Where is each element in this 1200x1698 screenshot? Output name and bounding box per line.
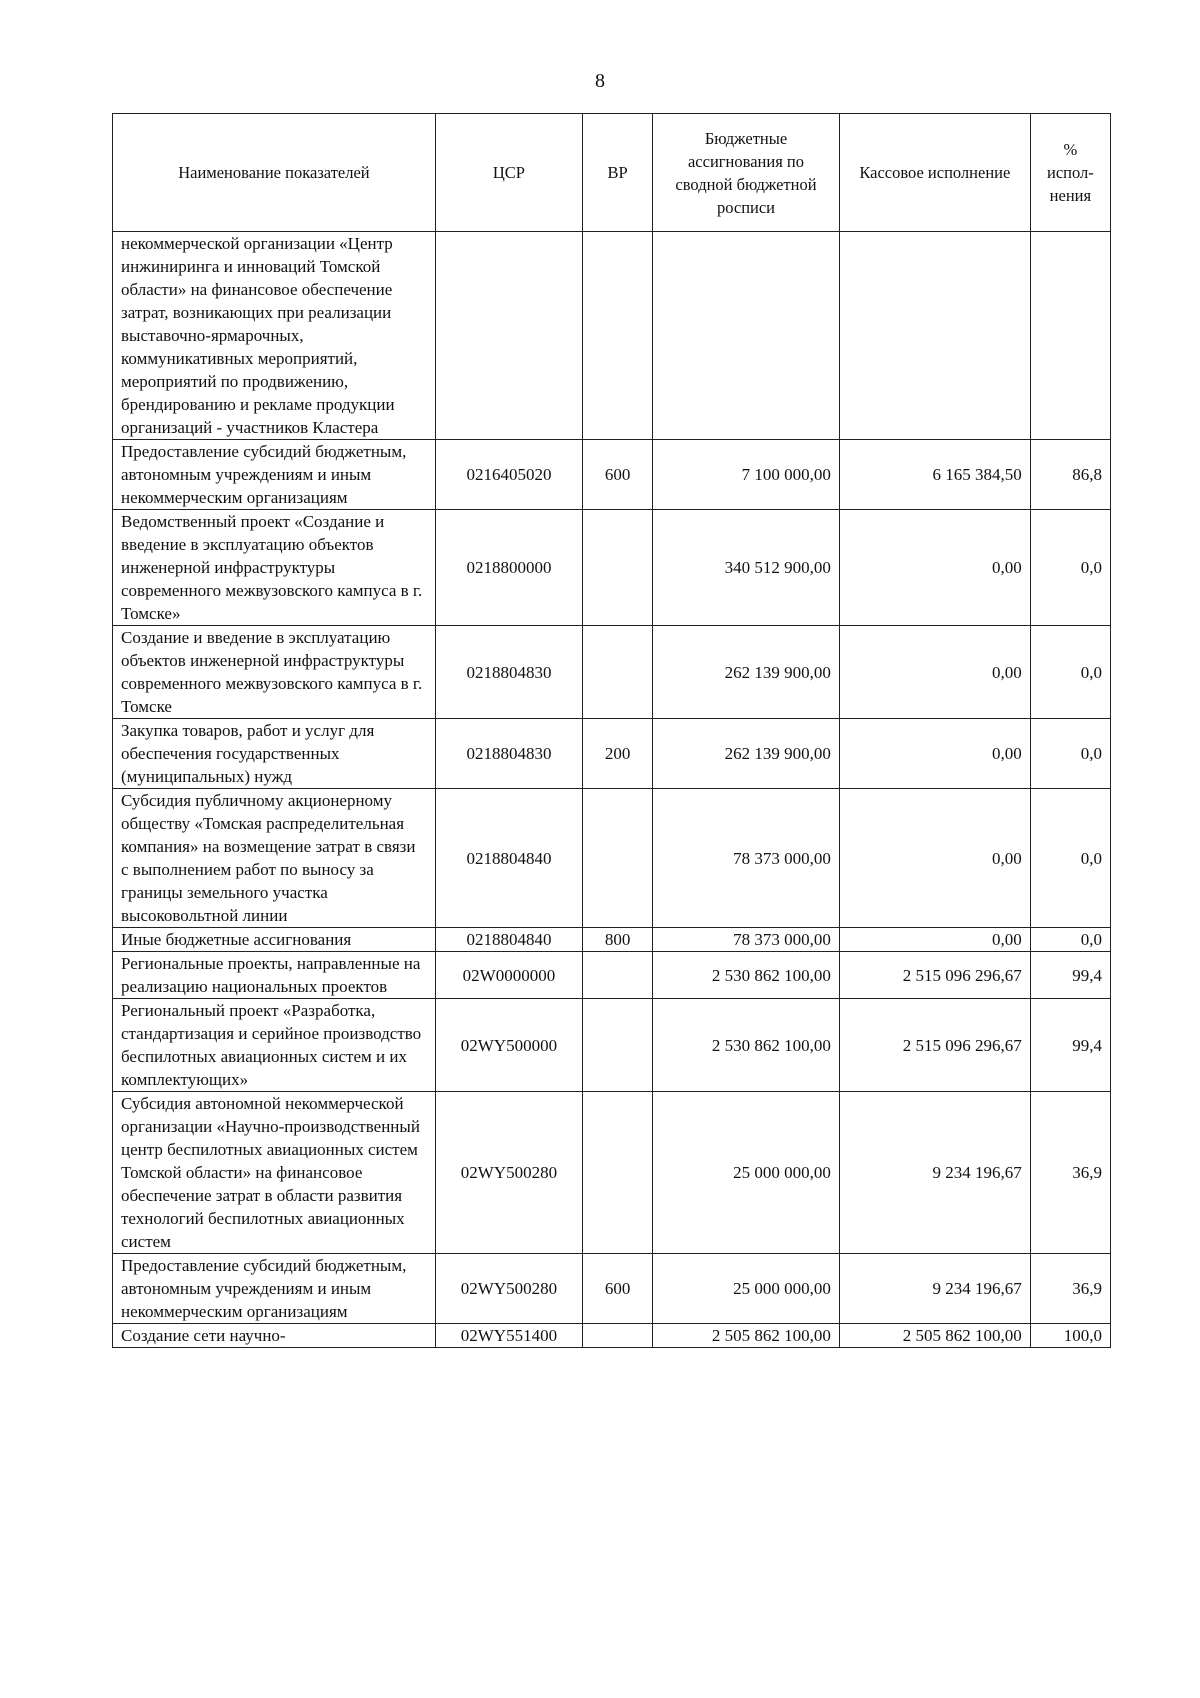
table-row xyxy=(113,1092,1111,1254)
row-vr xyxy=(583,999,653,1092)
row-vr: 600 xyxy=(583,440,653,510)
row-vr: 600 xyxy=(583,1254,653,1324)
row-name: Предоставление субсидий бюджетным, автономным учреждениям и иным некоммерческим организациям xyxy=(113,1254,436,1324)
row-vr xyxy=(583,789,653,928)
header-cash-execution: Кассовое исполнение xyxy=(839,114,1030,232)
row-name: Субсидия автономной некоммерческой организации «Научно-производственный центр беспилотных авиационных систем Томской области» на финансовое обеспечение затрат в области развития технологий беспилотных авиационных систем xyxy=(113,1092,436,1254)
row-percent xyxy=(1030,232,1110,440)
table-row xyxy=(113,1324,1111,1348)
page-number: 8 xyxy=(595,70,605,92)
table-row xyxy=(113,928,1111,952)
table-row xyxy=(113,952,1111,999)
row-csr: 02WY500280 xyxy=(435,1254,582,1324)
table-row xyxy=(113,626,1111,719)
row-cash-execution: 2 515 096 296,67 xyxy=(839,952,1030,999)
table-row xyxy=(113,789,1111,928)
row-name: Субсидия публичному акционерному обществу «Томская распределительная компания» на возмещение затрат в связи с выполнением работ по выносу за границы земельного участка высоковольтной линии xyxy=(113,789,436,928)
row-vr xyxy=(583,232,653,440)
row-percent: 0,0 xyxy=(1030,719,1110,789)
row-name: Создание и введение в эксплуатацию объектов инженерной инфраструктуры современного межвузовского кампуса в г. Томске xyxy=(113,626,436,719)
row-percent: 99,4 xyxy=(1030,999,1110,1092)
row-cash-execution: 0,00 xyxy=(839,626,1030,719)
row-cash-execution: 2 505 862 100,00 xyxy=(839,1324,1030,1348)
header-csr: ЦСР xyxy=(435,114,582,232)
row-assignments xyxy=(653,232,840,440)
row-csr xyxy=(435,232,582,440)
row-csr: 0216405020 xyxy=(435,440,582,510)
table-row xyxy=(113,510,1111,626)
row-assignments: 2 505 862 100,00 xyxy=(653,1324,840,1348)
row-vr xyxy=(583,952,653,999)
row-cash-execution: 2 515 096 296,67 xyxy=(839,999,1030,1092)
row-assignments: 7 100 000,00 xyxy=(653,440,840,510)
row-assignments: 2 530 862 100,00 xyxy=(653,999,840,1092)
header-assignments: Бюджетные ассигнования по сводной бюджетной росписи xyxy=(653,114,840,232)
table-row xyxy=(113,232,1111,440)
table-row xyxy=(113,1254,1111,1324)
row-assignments: 2 530 862 100,00 xyxy=(653,952,840,999)
row-assignments: 262 139 900,00 xyxy=(653,719,840,789)
row-name: Иные бюджетные ассигнования xyxy=(113,928,436,952)
row-vr: 800 xyxy=(583,928,653,952)
row-cash-execution xyxy=(839,232,1030,440)
row-percent: 0,0 xyxy=(1030,789,1110,928)
row-csr: 0218804830 xyxy=(435,626,582,719)
row-csr: 0218804840 xyxy=(435,928,582,952)
row-cash-execution: 0,00 xyxy=(839,510,1030,626)
table-row xyxy=(113,999,1111,1092)
table-row xyxy=(113,719,1111,789)
row-assignments: 78 373 000,00 xyxy=(653,928,840,952)
row-csr: 02W0000000 xyxy=(435,952,582,999)
row-vr xyxy=(583,1092,653,1254)
row-percent: 0,0 xyxy=(1030,928,1110,952)
row-assignments: 262 139 900,00 xyxy=(653,626,840,719)
row-name: Закупка товаров, работ и услуг для обеспечения государственных (муниципальных) нужд xyxy=(113,719,436,789)
row-percent: 100,0 xyxy=(1030,1324,1110,1348)
row-csr: 0218804840 xyxy=(435,789,582,928)
row-assignments: 78 373 000,00 xyxy=(653,789,840,928)
row-percent: 86,8 xyxy=(1030,440,1110,510)
row-csr: 0218800000 xyxy=(435,510,582,626)
header-percent: % испол-нения xyxy=(1030,114,1110,232)
row-name: Региональные проекты, направленные на реализацию национальных проектов xyxy=(113,952,436,999)
row-csr: 02WY551400 xyxy=(435,1324,582,1348)
row-vr xyxy=(583,626,653,719)
table-row xyxy=(113,440,1111,510)
header-name: Наименование показателей xyxy=(113,114,436,232)
row-csr: 0218804830 xyxy=(435,719,582,789)
row-csr: 02WY500280 xyxy=(435,1092,582,1254)
row-name: Создание сети научно- xyxy=(113,1324,436,1348)
row-csr: 02WY500000 xyxy=(435,999,582,1092)
row-percent: 36,9 xyxy=(1030,1254,1110,1324)
row-cash-execution: 9 234 196,67 xyxy=(839,1092,1030,1254)
row-percent: 99,4 xyxy=(1030,952,1110,999)
header-vr: ВР xyxy=(583,114,653,232)
row-name: Ведомственный проект «Создание и введение в эксплуатацию объектов инженерной инфраструктуры современного межвузовского кампуса в г. Томске» xyxy=(113,510,436,626)
row-name: Региональный проект «Разработка, стандартизация и серийное производство беспилотных авиационных систем и их комплектующих» xyxy=(113,999,436,1092)
row-percent: 36,9 xyxy=(1030,1092,1110,1254)
row-percent: 0,0 xyxy=(1030,626,1110,719)
row-assignments: 25 000 000,00 xyxy=(653,1092,840,1254)
row-assignments: 340 512 900,00 xyxy=(653,510,840,626)
row-cash-execution: 6 165 384,50 xyxy=(839,440,1030,510)
row-cash-execution: 0,00 xyxy=(839,789,1030,928)
row-assignments: 25 000 000,00 xyxy=(653,1254,840,1324)
row-vr xyxy=(583,510,653,626)
budget-table xyxy=(112,113,1111,1348)
row-vr xyxy=(583,1324,653,1348)
row-cash-execution: 0,00 xyxy=(839,928,1030,952)
row-name: Предоставление субсидий бюджетным, автономным учреждениям и иным некоммерческим организациям xyxy=(113,440,436,510)
table-header-row xyxy=(113,114,1111,232)
row-cash-execution: 0,00 xyxy=(839,719,1030,789)
row-cash-execution: 9 234 196,67 xyxy=(839,1254,1030,1324)
row-name: некоммерческой организации «Центр инжиниринга и инноваций Томской области» на финансовое обеспечение затрат, возникающих при реализации выставочно-ярмарочных, коммуникативных мероприятий, мероприятий по продвижению, брендированию и рекламе продукции организаций - участников Кластера xyxy=(113,232,436,440)
row-percent: 0,0 xyxy=(1030,510,1110,626)
row-vr: 200 xyxy=(583,719,653,789)
